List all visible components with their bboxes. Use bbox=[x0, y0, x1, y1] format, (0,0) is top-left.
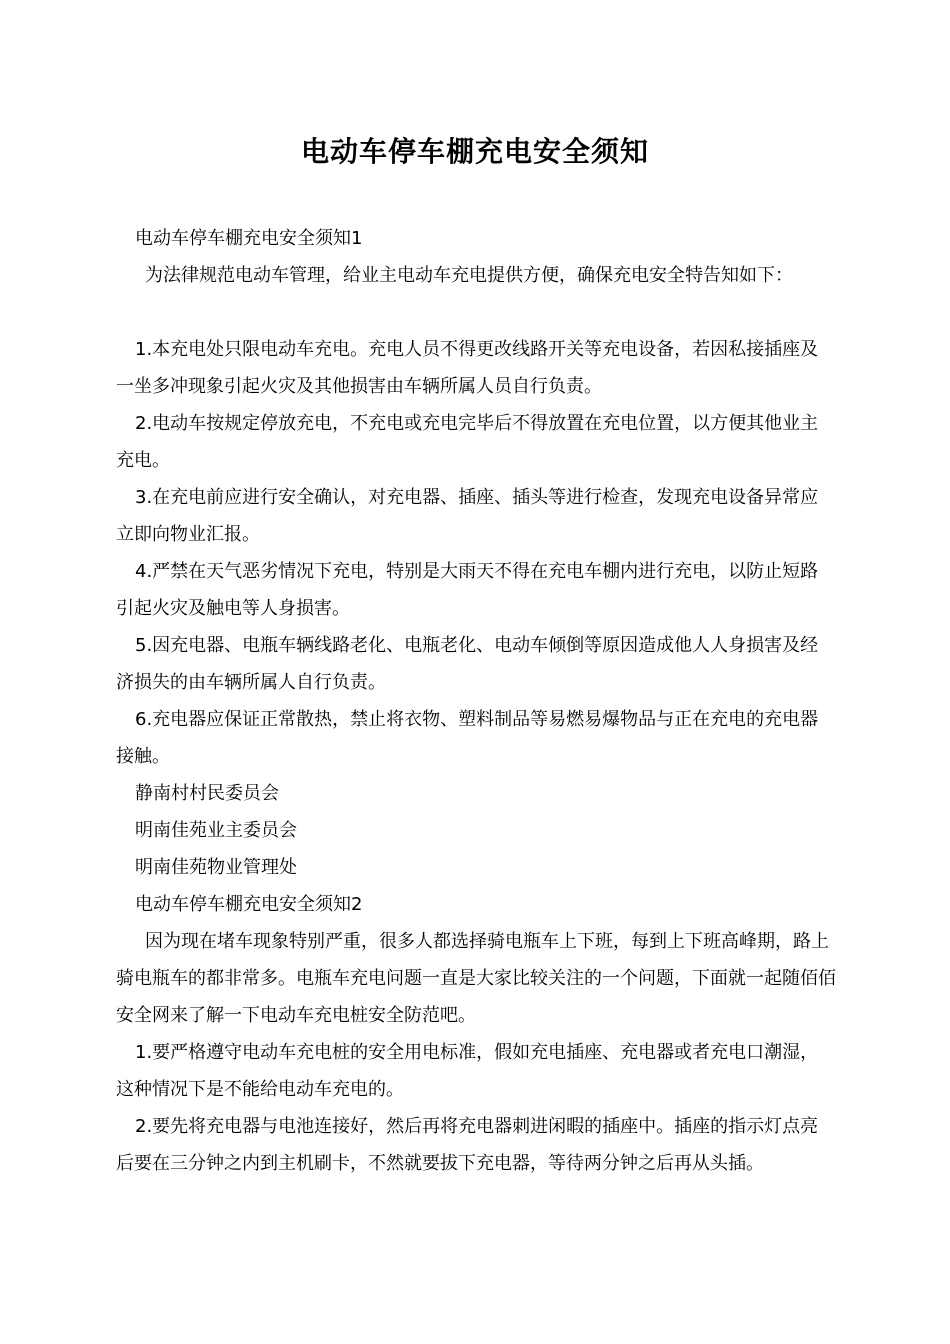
section1-item-6: 6.充电器应保证正常散热，禁止将衣物、塑料制品等易燃易爆物品与正在充电的充电器接触。 bbox=[116, 709, 819, 767]
signatory-village-committee: 静南村村民委员会 bbox=[135, 783, 279, 804]
section1-intro: 为法律规范电动车管理，给业主电动车充电提供方便，确保充电安全特告知如下： bbox=[145, 265, 793, 286]
section1-item-4: 4.严禁在天气恶劣情况下充电，特别是大雨天不得在充电车棚内进行充电，以防止短路引起火灾及触电等人身损害。 bbox=[116, 561, 819, 619]
document-body bbox=[116, 220, 836, 1182]
document-title: 电动车停车棚充电安全须知 bbox=[300, 135, 649, 168]
section1-item-5: 5.因充电器、电瓶车辆线路老化、电瓶老化、电动车倾倒等原因造成他人人身损害及经济损失的由车辆所属人自行负责。 bbox=[116, 635, 819, 693]
section1-item-2: 2.电动车按规定停放充电，不充电或充电完毕后不得放置在充电位置，以方便其他业主充电。 bbox=[116, 413, 819, 471]
section1-item-3: 3.在充电前应进行安全确认，对充电器、插座、插头等进行检查，发现充电设备异常应立即向物业汇报。 bbox=[116, 487, 819, 545]
section2-item-2: 2.要先将充电器与电池连接好，然后再将充电器刺进闲暇的插座中。插座的指示灯点亮后要在三分钟之内到主机刷卡，不然就要拔下充电器，等待两分钟之后再从头插。 bbox=[116, 1116, 819, 1174]
section2-heading: 电动车停车棚充电安全须知2 bbox=[135, 894, 363, 915]
section2-item-1: 1.要严格遵守电动车充电桩的安全用电标准，假如充电插座、充电器或者充电口潮湿，这种情况下是不能给电动车充电的。 bbox=[116, 1042, 819, 1100]
signatory-owners-committee: 明南佳苑业主委员会 bbox=[135, 820, 297, 841]
section2-intro: 因为现在堵车现象特别严重，很多人都选择骑电瓶车上下班，每到上下班高峰期，路上骑电瓶车的都非常多。电瓶车充电问题一直是大家比较关注的一个问题，下面就一起随佰佰安全网来了解一下电动车充电桩安全防范吧。 bbox=[116, 931, 836, 1026]
paragraph-spacer bbox=[116, 294, 836, 331]
signatory-property-office: 明南佳苑物业管理处 bbox=[135, 857, 297, 878]
section1-heading: 电动车停车棚充电安全须知1 bbox=[135, 228, 363, 249]
section1-item-1: 1.本充电处只限电动车充电。充电人员不得更改线路开关等充电设备，若因私接插座及一坐多冲现象引起火灾及其他损害由车辆所属人员自行负责。 bbox=[116, 339, 819, 397]
